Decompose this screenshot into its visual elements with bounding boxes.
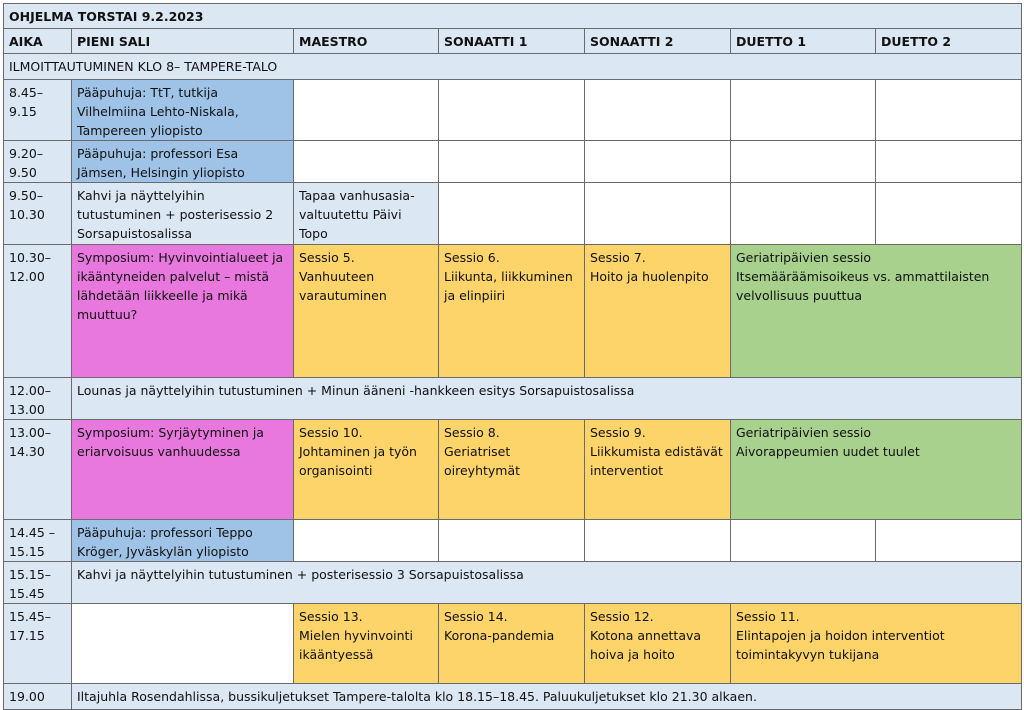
empty-cell: [294, 80, 439, 141]
empty-cell: [876, 183, 1022, 245]
empty-cell: [731, 183, 876, 245]
program-table: [3, 3, 1022, 710]
keynote-cell: Pääpuhuja: professori Esa Jämsen, Helsingin yliopisto: [72, 141, 294, 183]
time-cell: 9.50– 10.30: [4, 183, 72, 245]
empty-cell: [731, 80, 876, 141]
empty-cell: [439, 80, 585, 141]
evening-party-row: Iltajuhla Rosendahlissa, bussikuljetukset Tampere-talolta klo 18.15–18.45. Paluukuljetukset klo 21.30 alkaen.: [72, 684, 1022, 710]
program-title: OHJELMA TORSTAI 9.2.2023: [4, 4, 1022, 29]
empty-cell: [585, 141, 731, 183]
empty-cell: [876, 141, 1022, 183]
empty-cell: [294, 520, 439, 562]
geriatric-session-cell: Geriatripäivien sessio Aivorappeumien uudet tuulet: [731, 420, 1022, 520]
geriatric-session-cell: Geriatripäivien sessio Itsemääräämisoikeus vs. ammattilaisten velvollisuus puuttua: [731, 245, 1022, 378]
keynote-cell: Pääpuhuja: professori Teppo Kröger, Jyväskylän yliopisto: [72, 520, 294, 562]
time-cell: 19.00: [4, 684, 72, 710]
session-cell: Sessio 14. Korona-pandemia: [439, 604, 585, 684]
empty-cell: [585, 183, 731, 245]
keynote-cell: Pääpuhuja: TtT, tutkija Vilhelmiina Lehto-Niskala, Tampereen yliopisto: [72, 80, 294, 141]
session-cell: Sessio 5. Vanhuuteen varautuminen: [294, 245, 439, 378]
header-sonaatti-2: SONAATTI 2: [585, 29, 731, 54]
empty-cell: [731, 141, 876, 183]
lunch-row: Lounas ja näyttelyihin tutustuminen + Minun ääneni -hankkeen esitys Sorsapuistosalissa: [72, 378, 1022, 420]
registration-row: ILMOITTAUTUMINEN KLO 8– TAMPERE-TALO: [4, 54, 1022, 80]
symposium-cell: Symposium: Hyvinvointialueet ja ikääntyneiden palvelut – mistä lähdetään liikkeelle ja mikä muuttuu?: [72, 245, 294, 378]
coffee-cell: Kahvi ja näyttelyihin tutustuminen + posterisessio 2 Sorsapuistosalissa: [72, 183, 294, 245]
empty-cell: [72, 604, 294, 684]
time-cell: 15.15– 15.45: [4, 562, 72, 604]
session-cell: Sessio 9. Liikkumista edistävät interventiot: [585, 420, 731, 520]
empty-cell: [876, 80, 1022, 141]
header-sonaatti-1: SONAATTI 1: [439, 29, 585, 54]
time-cell: 13.00– 14.30: [4, 420, 72, 520]
ombudsman-cell: Tapaa vanhusasia-valtuutettu Päivi Topo: [294, 183, 439, 245]
empty-cell: [439, 141, 585, 183]
session-cell: Sessio 7. Hoito ja huolenpito: [585, 245, 731, 378]
header-maestro: MAESTRO: [294, 29, 439, 54]
header-aika: AIKA: [4, 29, 72, 54]
header-pieni-sali: PIENI SALI: [72, 29, 294, 54]
empty-cell: [585, 80, 731, 141]
session-cell: Sessio 6. Liikunta, liikkuminen ja elinpiiri: [439, 245, 585, 378]
session-cell: Sessio 13. Mielen hyvinvointi ikääntyessä: [294, 604, 439, 684]
time-cell: 15.45– 17.15: [4, 604, 72, 684]
session-cell: Sessio 8. Geriatriset oireyhtymät: [439, 420, 585, 520]
symposium-cell: Symposium: Syrjäytyminen ja eriarvoisuus vanhuudessa: [72, 420, 294, 520]
time-cell: 10.30– 12.00: [4, 245, 72, 378]
coffee-row: Kahvi ja näyttelyihin tutustuminen + posterisessio 3 Sorsapuistosalissa: [72, 562, 1022, 604]
header-duetto-1: DUETTO 1: [731, 29, 876, 54]
session-cell: Sessio 12. Kotona annettava hoiva ja hoito: [585, 604, 731, 684]
empty-cell: [876, 520, 1022, 562]
empty-cell: [585, 520, 731, 562]
time-cell: 12.00– 13.00: [4, 378, 72, 420]
time-cell: 9.20– 9.50: [4, 141, 72, 183]
empty-cell: [439, 183, 585, 245]
time-cell: 8.45– 9.15: [4, 80, 72, 141]
empty-cell: [731, 520, 876, 562]
empty-cell: [294, 141, 439, 183]
header-duetto-2: DUETTO 2: [876, 29, 1022, 54]
time-cell: 14.45 – 15.15: [4, 520, 72, 562]
empty-cell: [439, 520, 585, 562]
session-cell: Sessio 11. Elintapojen ja hoidon interventiot toimintakyvyn tukijana: [731, 604, 1022, 684]
session-cell: Sessio 10. Johtaminen ja työn organisointi: [294, 420, 439, 520]
